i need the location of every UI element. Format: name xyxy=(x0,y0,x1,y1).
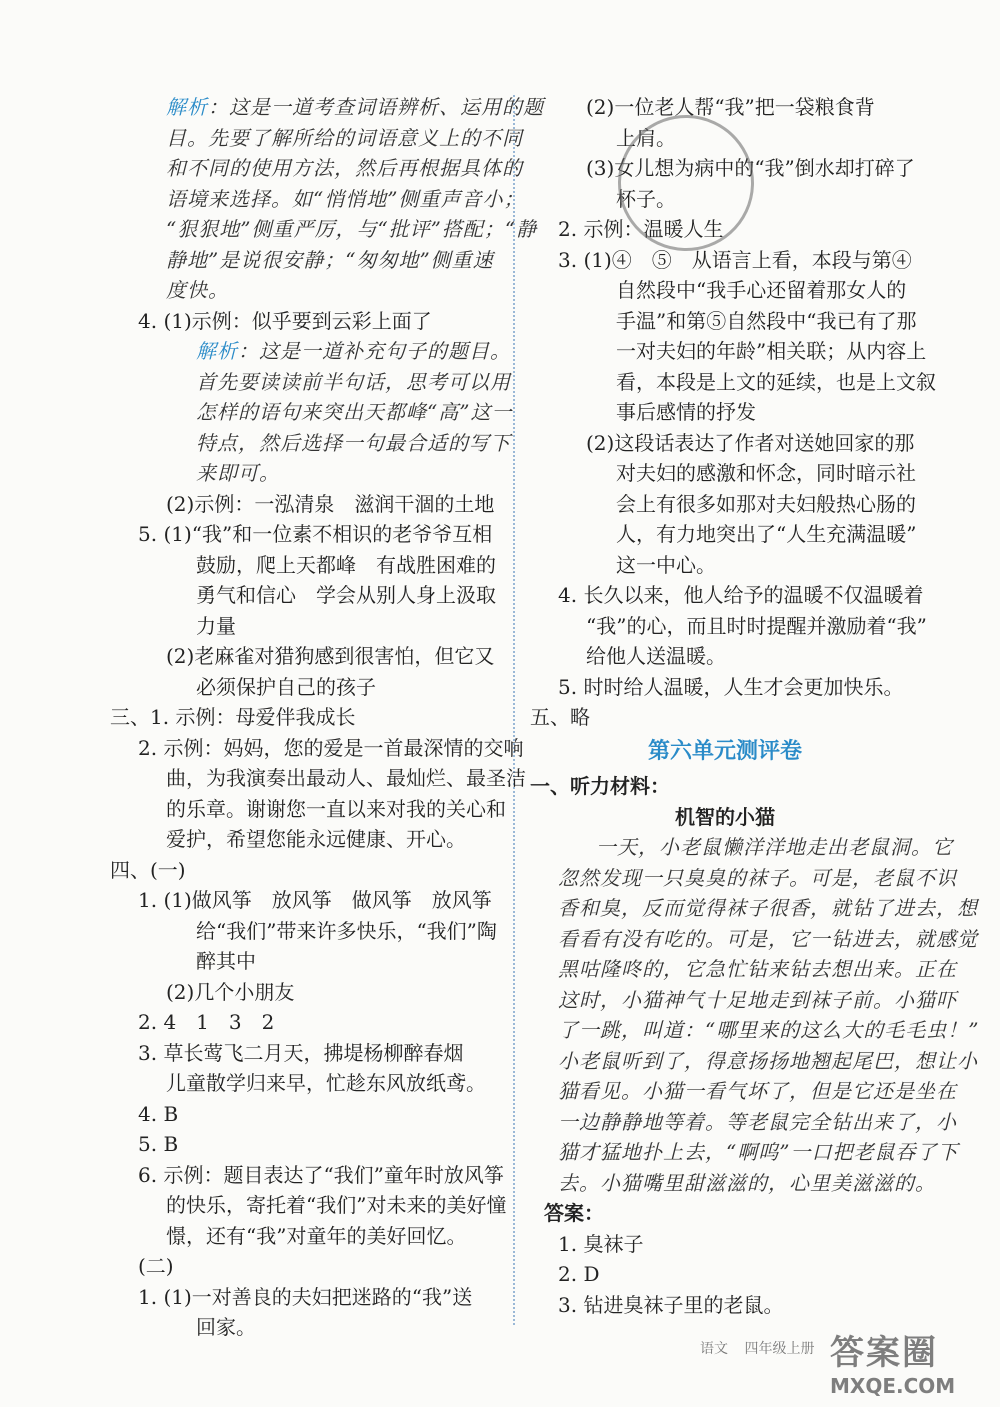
answer-line xyxy=(110,1312,505,1343)
answer-text: 会上有很多如那对夫妇般热心肠的 xyxy=(616,491,916,516)
answer-text: 猫看见。小猫一看气坏了，但是它还是坐在 xyxy=(558,1079,957,1103)
answer-text: 看看有没有吃的。可是，它一钻进去，就感觉 xyxy=(558,926,978,951)
answer-text: 去。小猫嘴里甜滋滋的，心里美滋滋的。 xyxy=(558,1170,936,1195)
answer-line xyxy=(530,1015,980,1046)
answer-line xyxy=(530,458,920,489)
answer-text: 看，本段是上文的延续，也是上文叙 xyxy=(616,369,936,394)
answer-line xyxy=(530,428,920,459)
answer-text: 1. 臭袜子 xyxy=(558,1231,644,1256)
answer-line xyxy=(530,275,920,306)
answer-text: 3. 钻进臭袜子里的老鼠。 xyxy=(558,1292,784,1317)
answer-line xyxy=(110,275,505,306)
answer-text: 爱护，希望您能永远健康、开心。 xyxy=(166,827,466,851)
answer-line xyxy=(110,824,505,855)
answer-line xyxy=(110,885,505,916)
answer-line xyxy=(110,519,505,550)
answer-line xyxy=(110,550,505,581)
answer-text: 人，有力地突出了“人生充满温暖” xyxy=(616,522,917,546)
answer-text: 憬，还有“我”对童年的美好回忆。 xyxy=(166,1223,467,1248)
answer-text: 4. 长久以来，他人给予的温暖不仅温暖着 xyxy=(558,583,924,607)
answer-line xyxy=(110,367,511,398)
answer-line xyxy=(530,1107,957,1138)
answer-text: 来即可。 xyxy=(196,461,280,485)
answer-line xyxy=(110,1251,505,1282)
passage-title: 机智的小猫 xyxy=(675,804,775,829)
answer-line xyxy=(110,1038,505,1069)
answer-line xyxy=(530,550,920,581)
analysis-label: 解析 xyxy=(196,339,238,363)
answer-text: 4. B xyxy=(138,1101,179,1126)
answer-line xyxy=(110,733,524,764)
answer-line xyxy=(110,1221,505,1252)
answer-text: 上肩。 xyxy=(616,125,676,150)
answer-text: 给“我们”带来许多快乐，“我们”陶 xyxy=(196,918,497,943)
answer-text: 3. 草长莺飞二月天，拂堤杨柳醉春烟 xyxy=(138,1040,464,1065)
answer-text: (3)女儿想为病中的“我”倒水却打碎了 xyxy=(586,156,915,180)
answer-line xyxy=(530,832,953,863)
answer-line xyxy=(110,92,544,123)
answer-text: 这一中心。 xyxy=(616,552,716,577)
answer-text: 5. B xyxy=(138,1132,179,1156)
answer-text: (二) xyxy=(138,1254,174,1278)
answer-text: 五、略 xyxy=(530,705,590,729)
answer-text: (2)示例：一泓清泉 滋润干涸的土地 xyxy=(166,491,495,516)
footer-grade: 四年级上册 xyxy=(744,1341,815,1357)
answer-line xyxy=(530,306,920,337)
answer-text: 四、(一) xyxy=(110,857,186,882)
footer-subject: 语文 xyxy=(700,1341,728,1357)
answer-line xyxy=(110,1007,505,1038)
answer-line xyxy=(530,1137,959,1168)
answer-text: 对夫妇的感激和怀念，同时暗示社 xyxy=(616,461,916,485)
answer-line xyxy=(530,611,927,642)
answer-line xyxy=(110,611,505,642)
column-divider xyxy=(513,95,515,1325)
right-column xyxy=(530,92,980,1320)
answer-line xyxy=(110,184,525,215)
answer-line xyxy=(530,580,924,611)
answer-text: 杯子。 xyxy=(616,186,676,211)
answer-text: 一天，小老鼠懒洋洋地走出老鼠洞。它 xyxy=(596,835,953,859)
left-column xyxy=(110,92,544,1343)
answer-line xyxy=(110,1282,505,1313)
answer-line xyxy=(530,641,920,672)
section-title: 第六单元测评卷 xyxy=(647,738,802,764)
answer-line xyxy=(530,1259,920,1290)
answer-line xyxy=(530,489,920,520)
answer-line xyxy=(110,641,505,672)
answer-text: 目。先要了解所给的词语意义上的不同 xyxy=(166,125,523,150)
answer-line xyxy=(110,1068,505,1099)
answer-line xyxy=(110,794,505,825)
answer-text: 4. (1)示例：似乎要到云彩上面了 xyxy=(138,308,432,333)
answer-line xyxy=(110,153,523,184)
answer-line xyxy=(530,245,920,276)
answer-line xyxy=(530,924,978,955)
answer-text: 必须保护自己的孩子 xyxy=(196,674,376,699)
answer-text: 给他人送温暖。 xyxy=(586,644,726,668)
answer-text: 1. (1)做风筝 放风筝 做风筝 放风筝 xyxy=(138,888,492,912)
answer-line xyxy=(110,855,505,886)
answer-line xyxy=(530,985,957,1016)
analysis-label: 解析 xyxy=(166,95,208,119)
answer-line xyxy=(110,1160,505,1191)
site-watermark xyxy=(830,1325,990,1400)
answer-line xyxy=(110,977,505,1008)
answer-text: 曲，为我演奏出最动人、最灿烂、最圣洁 xyxy=(166,766,526,790)
answer-text: 忽然发现一只臭臭的袜子。可是，老鼠不识 xyxy=(558,865,957,890)
answer-text: 2. D xyxy=(558,1262,600,1286)
answer-line xyxy=(110,916,505,947)
answer-line xyxy=(110,123,523,154)
answer-text: 2. 示例：温暖人生 xyxy=(558,217,724,241)
answer-line xyxy=(110,458,505,489)
answer-text: 5. 时时给人温暖，人生才会更加快乐。 xyxy=(558,674,904,699)
answer-line xyxy=(530,336,927,367)
answer-line xyxy=(110,336,511,367)
answer-line xyxy=(530,367,936,398)
answer-line xyxy=(530,1198,920,1229)
answer-text: 回家。 xyxy=(196,1315,256,1339)
answer-line xyxy=(110,946,505,977)
answer-text: “我”的心，而且时时提醒并激励着“我” xyxy=(586,613,927,638)
answer-text: 1. (1)一对善良的夫妇把迷路的“我”送 xyxy=(138,1284,473,1309)
answer-text: 语境来选择。如“悄悄地”侧重声音小； xyxy=(166,186,525,211)
answer-line xyxy=(110,397,513,428)
answer-text: 的乐章。谢谢您一直以来对我的关心和 xyxy=(166,796,506,821)
answer-text: 静地”是说很安静；“匆匆地”侧重速 xyxy=(166,247,494,272)
answer-line xyxy=(530,672,920,703)
answer-line xyxy=(530,893,978,924)
answer-text: 一、听力材料： xyxy=(530,774,670,798)
answer-text: 儿童散学归来早，忙趁东风放纸鸢。 xyxy=(166,1071,486,1095)
answer-text: 手温”和第⑤自然段中“我已有了那 xyxy=(616,308,917,333)
answer-text: 了一跳，叫道：“哪里来的这么大的毛毛虫！” xyxy=(558,1018,980,1042)
answer-line xyxy=(530,1076,957,1107)
answer-line xyxy=(530,771,920,802)
answer-text: 三、1. 示例：母爱伴我成长 xyxy=(110,705,356,729)
answer-line xyxy=(110,763,526,794)
answer-line xyxy=(530,1290,920,1321)
answer-line xyxy=(530,954,957,985)
answer-text: 一边静静地等着。等老鼠完全钻出来了，小 xyxy=(558,1109,957,1134)
answer-line xyxy=(530,519,920,550)
answer-line xyxy=(530,702,920,733)
answer-line xyxy=(110,489,505,520)
answer-line xyxy=(110,1190,505,1221)
answer-text: (2)一位老人帮“我”把一袋粮食背 xyxy=(586,95,875,119)
page-footer xyxy=(700,1338,826,1358)
answer-text: ：这是一道补充句子的题目。 xyxy=(238,339,511,363)
answer-line xyxy=(110,1129,505,1160)
answer-text: ：这是一道考查词语辨析、运用的题 xyxy=(208,95,544,119)
answer-text: 2. 示例：妈妈，您的爱是一首最深情的交响 xyxy=(138,735,524,760)
answer-text: (2)这段话表达了作者对送她回家的那 xyxy=(586,430,915,455)
answer-line xyxy=(530,863,957,894)
answer-line xyxy=(110,1099,505,1130)
answer-text: 2. 4 1 3 2 xyxy=(138,1010,275,1034)
answer-text: 一对夫妇的年龄”相关联；从内容上 xyxy=(616,339,927,363)
answer-text: 度快。 xyxy=(166,278,229,302)
answer-text: (2)几个小朋友 xyxy=(166,979,295,1004)
answer-line xyxy=(110,580,505,611)
answer-text: 特点，然后选择一句最合适的写下 xyxy=(196,430,511,455)
answer-text: 猫才猛地扑上去，“啊呜”一口把老鼠吞了下 xyxy=(558,1140,959,1164)
answer-text: “狠狠地”侧重严厉，与“批评”搭配；“静 xyxy=(166,217,538,241)
answer-line xyxy=(530,1168,936,1199)
answer-text: 香和臭，反而觉得袜子很香，就钻了进去，想 xyxy=(558,896,978,920)
answer-line xyxy=(110,702,505,733)
answer-line xyxy=(110,428,511,459)
answer-line xyxy=(530,1229,920,1260)
answer-text: (2)老麻雀对猎狗感到很害怕，但它又 xyxy=(166,644,495,668)
answer-line xyxy=(530,397,920,428)
answer-text: 勇气和信心 学会从别人身上汲取 xyxy=(196,583,496,607)
answer-text: 醉其中 xyxy=(196,949,256,973)
answer-text: 和不同的使用方法，然后再根据具体的 xyxy=(166,156,523,180)
answer-line xyxy=(530,1046,978,1077)
answer-text: 力量 xyxy=(196,613,236,638)
answer-text: 5. (1)“我”和一位素不相识的老爷爷互相 xyxy=(138,522,493,546)
answer-text: 6. 示例：题目表达了“我们”童年时放风筝 xyxy=(138,1162,504,1187)
answer-line xyxy=(530,92,920,123)
answer-line xyxy=(110,214,538,245)
answer-text: 自然段中“我手心还留着那女人的 xyxy=(616,278,907,302)
answer-text: 这时，小猫神气十足地走到袜子前。小猫吓 xyxy=(558,987,957,1012)
site-logo: 答案圈 xyxy=(830,1333,938,1373)
answer-text: 小老鼠听到了，得意扬扬地翘起尾巴，想让小 xyxy=(558,1048,978,1073)
answer-text: 3. (1)④ ⑤ 从语言上看，本段与第④ xyxy=(558,247,912,272)
site-url: MXQE.COM xyxy=(830,1374,956,1398)
answer-line xyxy=(110,245,505,276)
answer-text: 的快乐，寄托着“我们”对未来的美好憧 xyxy=(166,1193,507,1217)
answer-line xyxy=(110,672,505,703)
answer-text: 事后感情的抒发 xyxy=(616,400,756,424)
answer-text: 怎样的语句来突出天都峰“高”这一 xyxy=(196,400,513,424)
answer-text: 鼓励，爬上天都峰 有战胜困难的 xyxy=(196,552,496,577)
answer-text: 答案： xyxy=(544,1201,604,1225)
answer-text: 首先要读读前半句话，思考可以用 xyxy=(196,369,511,394)
answer-line xyxy=(110,306,505,337)
answer-text: 黑咕隆咚的，它急忙钻来钻去想出来。正在 xyxy=(558,957,957,981)
